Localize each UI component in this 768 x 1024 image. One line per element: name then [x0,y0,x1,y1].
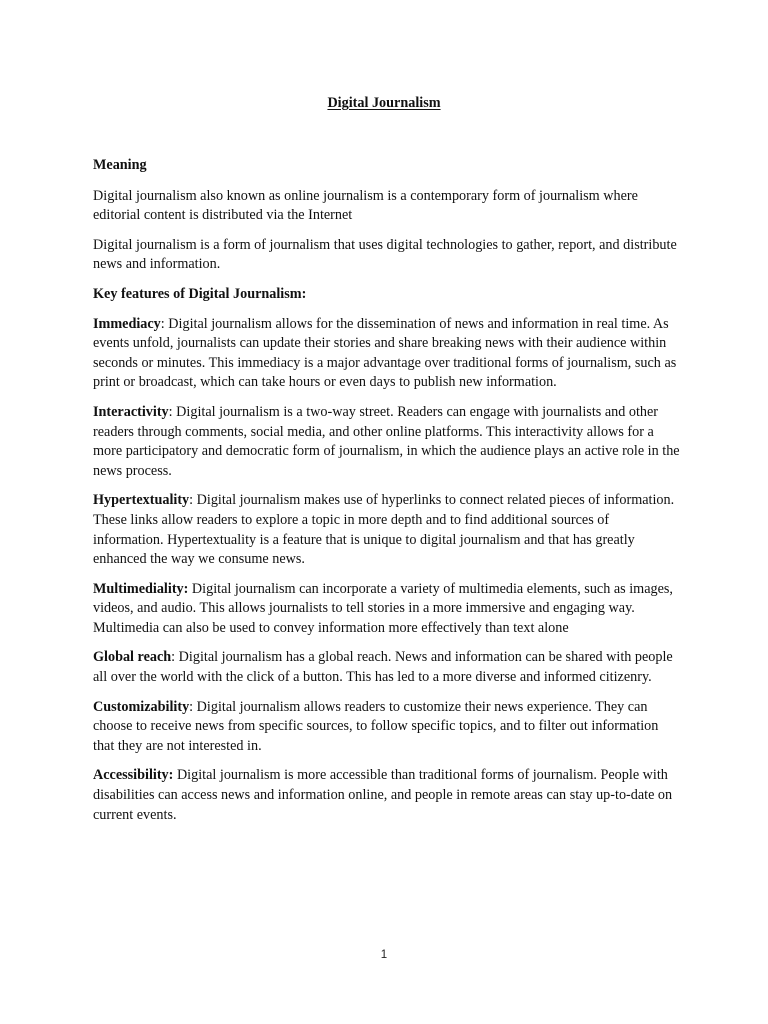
feature-term: Interactivity [93,403,169,420]
meaning-paragraph-2: Digital journalism is a form of journalism that uses digital technologies to gather, report, and distribute news and information. [93,236,677,273]
feature-text: Digital journalism is more accessible than traditional forms of journalism. People with disabilities can access news and information online, and people in remote areas can stay up-to-date on current events. [93,767,673,823]
feature-multimediality [93,580,683,639]
document-title: Digital Journalism [327,95,441,111]
document-body [93,156,683,835]
feature-term: Customizability [93,698,190,715]
feature-text: Digital journalism allows readers to customize their news experience. They can choose to receive news from specific sources, to follow specific topics, and to filter out information that they are not interested in. [93,698,659,754]
feature-text: Digital journalism has a global reach. News and information can be shared with people all over the world with the click of a button. This has led to a more diverse and informed citizenry. [93,649,673,686]
key-features-heading: Key features of Digital Journalism: [93,285,307,302]
meaning-paragraph-1: Digital journalism also known as online journalism is a contemporary form of journalism where editorial content is distributed via the Internet [93,187,638,224]
feature-separator: : [168,403,177,420]
feature-separator: : [160,315,169,332]
feature-separator: : [189,698,197,715]
feature-immediacy [93,315,683,393]
feature-separator: : [171,649,179,666]
feature-text: Digital journalism is a two-way street. Readers can engage with journalists and other readers through comments, social media, and other online platforms. This interactivity allows for a more participatory and democratic form of journalism, in which the audience plays an active role in the news process. [93,403,680,479]
meaning-heading: Meaning [93,157,147,173]
feature-customizability [93,698,683,757]
feature-hypertextuality [93,491,683,569]
feature-accessibility [93,766,683,825]
feature-term: Multimediality: [93,580,189,597]
feature-interactivity [93,403,683,481]
feature-text: Digital journalism can incorporate a variety of multimedia elements, such as images, videos, and audio. This allows journalists to tell stories in a more immersive and engaging way. Multimedia can also be used to convey information more effectively than text alone [93,580,673,636]
feature-separator: : [189,492,197,509]
feature-term: Hypertextuality [93,492,190,509]
feature-term: Immediacy [93,315,161,332]
feature-term: Accessibility: [93,767,174,784]
feature-global-reach [93,648,683,687]
feature-text: Digital journalism allows for the dissemination of news and information in real time. As events unfold, journalists can update their stories and share breaking news with their audience within seconds or minutes. This immediacy is a major advantage over traditional forms of journalism, such as print or broadcast, which can take hours or even days to publish new information. [93,315,677,391]
page-number: 1 [380,949,388,961]
feature-text: Digital journalism makes use of hyperlinks to connect related pieces of information. These links allow readers to explore a topic in more depth and to find additional sources of information. Hypertextuality is a feature that is unique to digital journalism and that has greatly enhanced the way we consume news. [93,492,675,568]
feature-term: Global reach [93,649,172,666]
